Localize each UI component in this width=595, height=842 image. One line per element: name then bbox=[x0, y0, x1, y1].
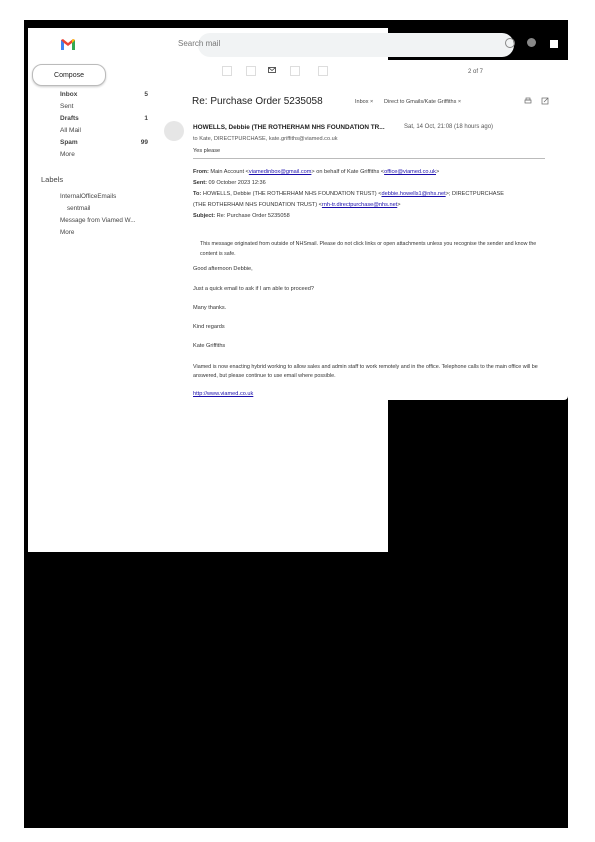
sidebar-item-inbox[interactable]: Inbox 5 bbox=[60, 91, 148, 98]
compose-button[interactable]: Compose bbox=[32, 64, 106, 86]
directpurchase-email-link[interactable]: rnh-tr.directpurchase@nhs.net bbox=[321, 202, 398, 208]
quote-divider bbox=[193, 158, 545, 159]
quoted-subject-line: Subject: Re: Purchase Order 5235058 bbox=[193, 213, 290, 219]
website-link[interactable]: http://www.viamed.co.uk bbox=[193, 391, 254, 397]
quoted-sent-line: Sent: 09 October 2023 12:36 bbox=[193, 180, 266, 186]
sidebar-item-sent[interactable]: Sent bbox=[60, 103, 74, 110]
body-line-1: Just a quick email to ask if I am able to proceed? bbox=[193, 286, 314, 292]
label-internal-office-emails[interactable]: InternalOfficeEmails bbox=[60, 193, 117, 200]
hybrid-working-notice: Viamed is now enacting hybrid working to allow sales and admin staff to work remotely and in the office. Telephone calls to the main office will be answered, but please continue to use email where possible. bbox=[193, 364, 538, 379]
external-sender-warning: This message originated from outside of NHSmail. Please do not click links or open attachments unless you recognise the sender and know the content is safe. bbox=[200, 241, 537, 257]
label-message-from-viamed[interactable]: Message from Viamed W... bbox=[60, 217, 136, 224]
sender-avatar bbox=[164, 121, 184, 141]
top-bar bbox=[28, 28, 568, 62]
body-line-2: Many thanks. bbox=[193, 305, 227, 311]
greeting: Good afternoon Debbie, bbox=[193, 266, 253, 272]
from-email-link[interactable]: viamedinbox@gmail.com bbox=[248, 169, 312, 175]
gmail-logo-icon[interactable] bbox=[60, 38, 76, 51]
sender-name[interactable]: HOWELLS, Debbie (THE ROTHERHAM NHS FOUNDATION TR... bbox=[193, 124, 385, 131]
chip-inbox[interactable]: Inbox × bbox=[355, 99, 374, 105]
email-reading-pane bbox=[162, 60, 568, 400]
recipients-line[interactable]: to Kate, DIRECTPURCHASE, kate.griffiths@viamed.co.uk bbox=[193, 136, 338, 142]
mark-unread-icon[interactable] bbox=[268, 66, 276, 74]
signature-name: Kate Griffiths bbox=[193, 343, 226, 349]
chip-direct-to-gmails[interactable]: Direct to Gmails/Kate Griffiths × bbox=[384, 99, 462, 105]
sidebar-item-all-mail[interactable]: All Mail bbox=[60, 127, 81, 134]
body-reply: Yes please bbox=[193, 148, 221, 154]
archive-icon[interactable] bbox=[246, 66, 256, 76]
sidebar-item-spam[interactable]: Spam 99 bbox=[60, 139, 148, 146]
label-sentmail[interactable]: sentmail bbox=[67, 205, 91, 212]
help-icon[interactable] bbox=[505, 38, 515, 48]
apps-grid-icon[interactable] bbox=[550, 40, 558, 48]
labels-more[interactable]: More bbox=[60, 229, 75, 236]
search-input[interactable] bbox=[198, 33, 514, 57]
sidebar-item-more[interactable]: More bbox=[60, 151, 75, 158]
debbie-email-link[interactable]: debbie.howells1@nhs.net bbox=[381, 191, 446, 197]
office-email-link[interactable]: office@viamed.co.uk bbox=[384, 169, 436, 175]
email-date: Sat, 14 Oct, 21:08 (18 hours ago) bbox=[404, 124, 494, 130]
quoted-to-line: To: HOWELLS, Debbie (THE ROTHERHAM NHS FOUNDATION TRUST) <debbie.howells1@nhs.net>; DIRECTPURCHASE bbox=[193, 191, 504, 197]
back-arrow-icon[interactable] bbox=[222, 66, 232, 76]
settings-gear-icon[interactable] bbox=[527, 38, 536, 47]
clock-icon[interactable] bbox=[290, 66, 300, 76]
label-icon[interactable] bbox=[318, 66, 328, 76]
print-icon[interactable] bbox=[524, 97, 532, 105]
search-placeholder: Search mail bbox=[178, 39, 221, 48]
sidebar-item-drafts[interactable]: Drafts 1 bbox=[60, 115, 148, 122]
quoted-to-line-2: (THE ROTHERHAM NHS FOUNDATION TRUST) <rnh-tr.directpurchase@nhs.net> bbox=[193, 202, 401, 208]
labels-heading: Labels bbox=[41, 175, 64, 184]
body-line-3: Kind regards bbox=[193, 324, 225, 330]
email-subject: Re: Purchase Order 5235058 bbox=[192, 96, 323, 107]
open-in-new-window-icon[interactable] bbox=[541, 97, 549, 105]
pagination-count: 2 of 7 bbox=[468, 69, 484, 75]
quoted-from-line: From: Main Account <viamedinbox@gmail.com> on behalf of Kate Griffiths <office@viamed.co.uk> bbox=[193, 169, 440, 175]
